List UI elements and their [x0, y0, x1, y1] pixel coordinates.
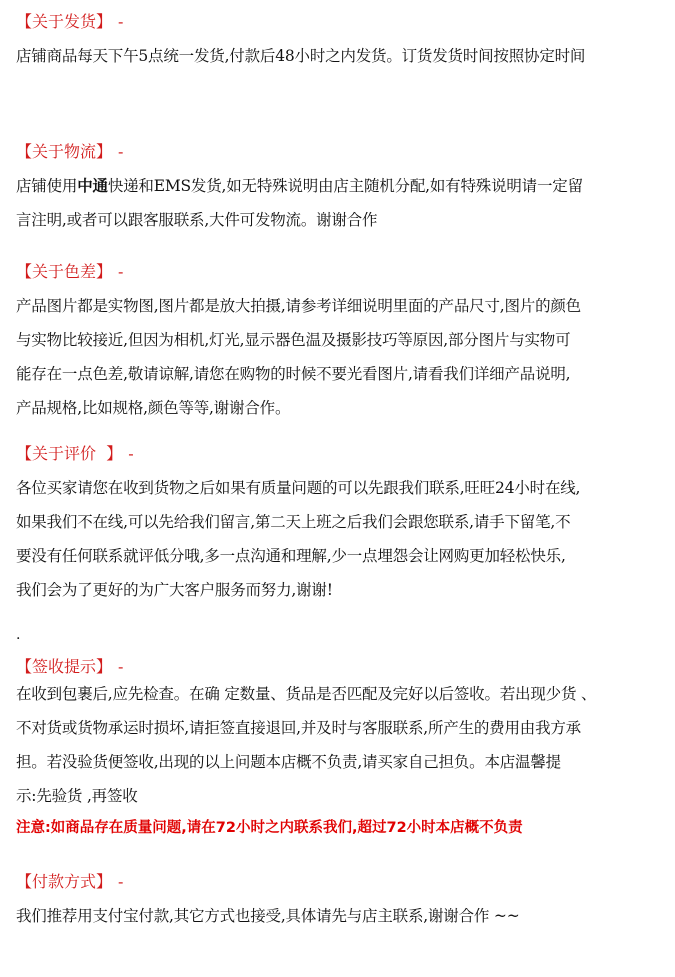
- payment-title: 付款方式: [32, 872, 97, 891]
- logistics-line-2: 言注明,或者可以跟客服联系,大件可发物流。谢谢合作: [16, 211, 378, 229]
- receipt-line-2: 不对货或货物承运时损坏,请拒签直接退回,并及时与客服联系,所产生的费用由我方承: [16, 719, 581, 737]
- heading-dash: -: [118, 262, 124, 281]
- payment-section: [16, 870, 666, 933]
- close-bracket: 】: [96, 12, 113, 31]
- logistics-title: 关于物流: [32, 142, 97, 161]
- color-heading: [16, 260, 666, 284]
- review-line-3: 要没有任何联系就评低分哦,多一点沟通和理解,少一点埋怨会让网购更加轻松快乐,: [16, 547, 566, 565]
- open-bracket: 【: [16, 872, 33, 891]
- logistics-heading: [16, 140, 666, 164]
- receipt-line-1: 在收到包裹后,应先检查。在确 定数量、货品是否匹配及完好以后签收。若出现少货 、: [16, 685, 597, 703]
- color-line-1: 产品图片都是实物图,图片都是放大拍摄,请参考详细说明里面的产品尺寸,图片的颜色: [16, 297, 581, 315]
- open-bracket: 【: [16, 444, 33, 463]
- courier-name: 中通: [77, 176, 108, 195]
- logistics-line-1: [16, 169, 666, 203]
- close-bracket: 】: [96, 872, 113, 891]
- review-title: 关于评价: [32, 444, 107, 463]
- heading-dash: -: [118, 657, 124, 676]
- payment-heading: [16, 870, 666, 894]
- heading-dash: -: [118, 872, 124, 891]
- heading-dash: -: [118, 12, 124, 31]
- close-bracket: 】: [106, 444, 123, 463]
- separator-dot: .: [16, 627, 21, 643]
- close-bracket: 】: [96, 142, 113, 161]
- review-line-2: 如果我们不在线,可以先给我们留言,第二天上班之后我们会跟您联系,请手下留笔,不: [16, 513, 571, 531]
- quality-notice: 注意:如商品存在质量问题,请在72小时之内联系我们,超过72小时本店概不负责: [16, 820, 523, 836]
- shipping-title: 关于发货: [32, 12, 97, 31]
- shipping-heading: [16, 10, 666, 34]
- receipt-title: 签收提示: [32, 657, 97, 676]
- open-bracket: 【: [16, 657, 33, 676]
- open-bracket: 【: [16, 12, 33, 31]
- review-heading: [16, 442, 666, 466]
- open-bracket: 【: [16, 262, 33, 281]
- logistics-section: [16, 140, 666, 237]
- receipt-heading: [16, 655, 666, 679]
- logistics-line-1-start: 店铺使用: [16, 177, 78, 195]
- review-section: [16, 442, 666, 607]
- review-line-1: 各位买家请您在收到货物之后如果有质量问题的可以先跟我们联系,旺旺24小时在线,: [16, 479, 581, 497]
- shipping-line-1: 店铺商品每天下午5点统一发货,付款后48小时之内发货。订货发货时间按照协定时间: [16, 47, 586, 65]
- close-bracket: 】: [96, 657, 113, 676]
- color-title: 关于色差: [32, 262, 97, 281]
- color-line-2: 与实物比较接近,但因为相机,灯光,显示器色温及摄影技巧等原因,部分图片与实物可: [16, 331, 571, 349]
- receipt-section: [16, 655, 666, 843]
- receipt-line-3: 担。若没验货便签收,出现的以上问题本店概不负责,请买家自己担负。本店温馨提: [16, 753, 561, 771]
- receipt-line-4: 示:先验货 ,再签收: [16, 787, 138, 805]
- heading-dash: -: [128, 444, 134, 463]
- shipping-section: [16, 10, 666, 73]
- open-bracket: 【: [16, 142, 33, 161]
- color-section: [16, 260, 666, 425]
- logistics-line-1-end: 快递和EMS发货,如无特殊说明由店主随机分配,如有特殊说明请一定留: [107, 177, 583, 195]
- close-bracket: 】: [96, 262, 113, 281]
- review-line-4: 我们会为了更好的为广大客户服务而努力,谢谢!: [16, 581, 333, 599]
- color-line-3: 能存在一点色差,敬请谅解,请您在购物的时候不要光看图片,请看我们详细产品说明,: [16, 365, 571, 383]
- payment-line-1: 我们推荐用支付宝付款,其它方式也接受,具体请先与店主联系,谢谢合作 ~~: [16, 907, 520, 925]
- heading-dash: -: [118, 142, 124, 161]
- color-line-4: 产品规格,比如规格,颜色等等,谢谢合作。: [16, 399, 291, 417]
